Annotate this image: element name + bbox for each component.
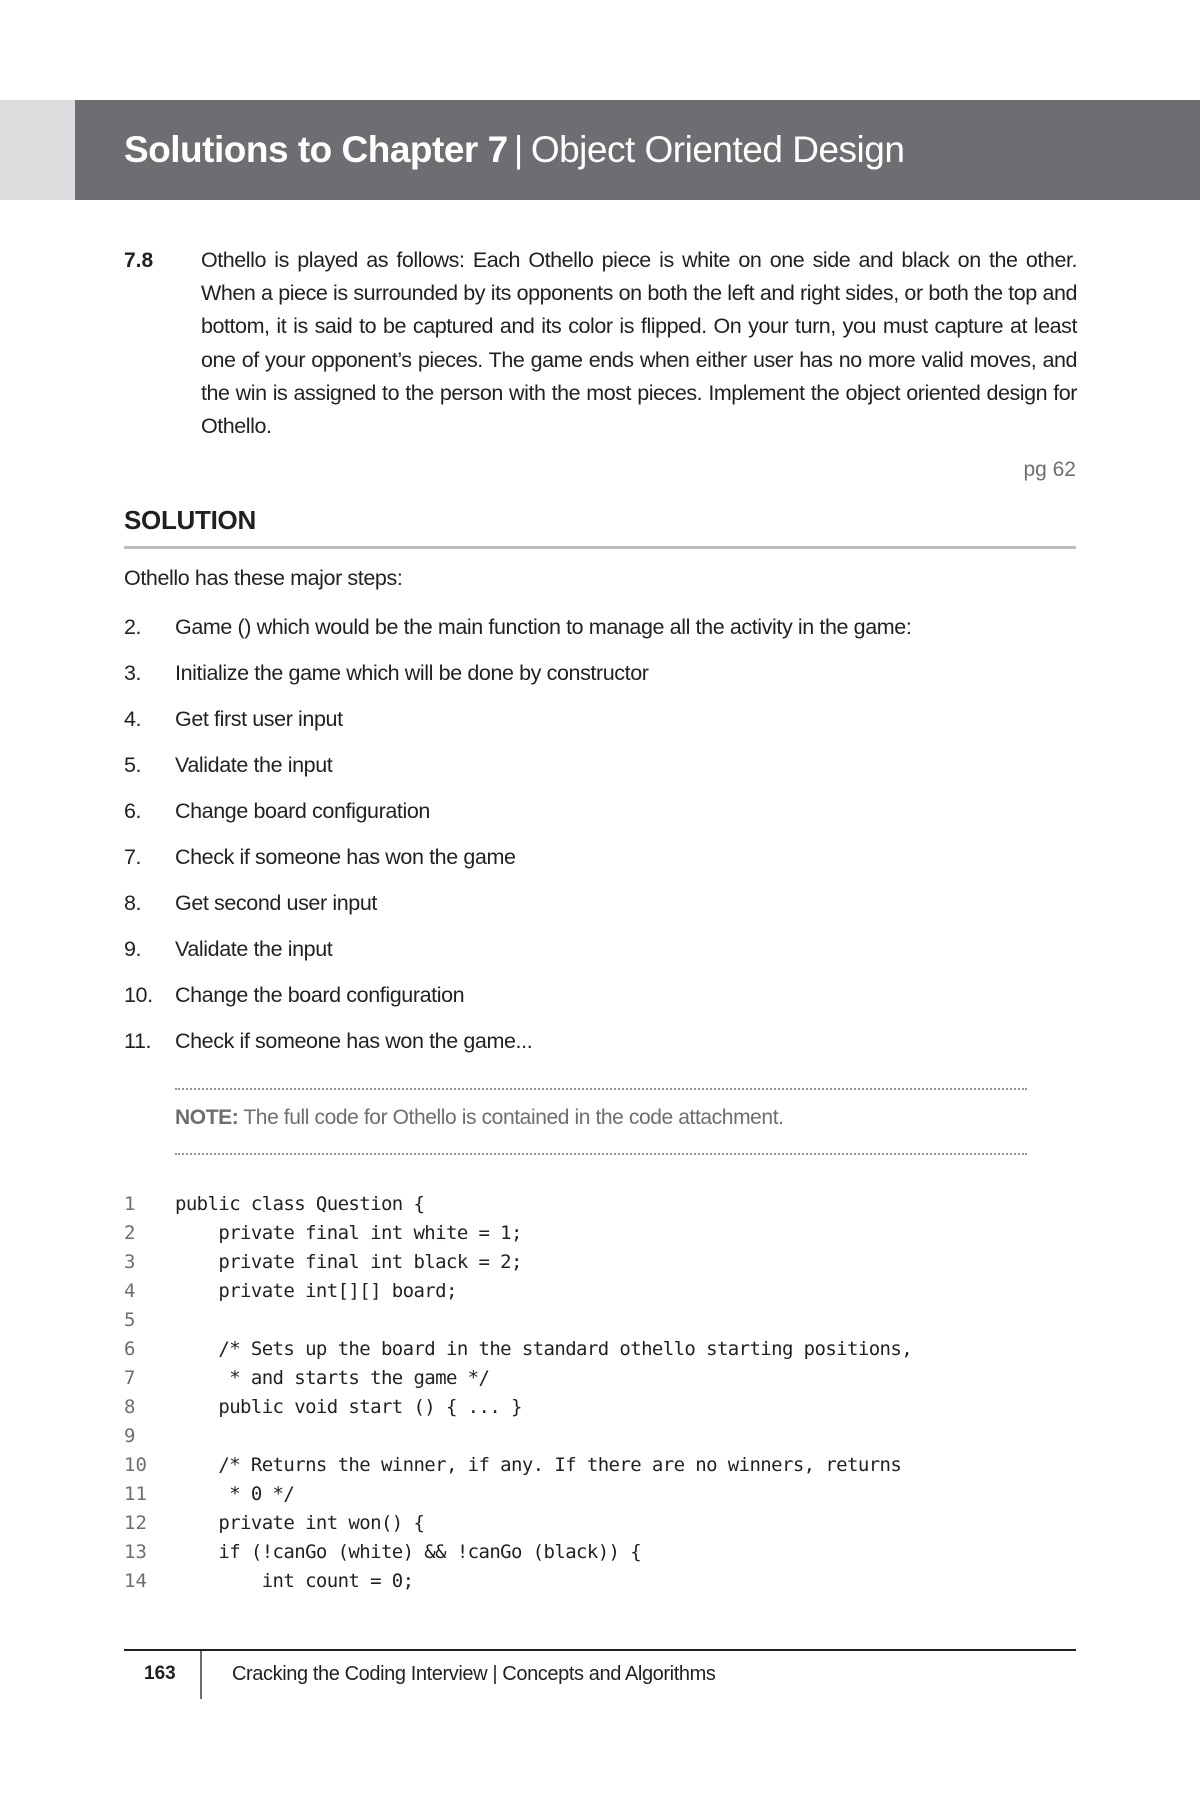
line-number: 10	[124, 1454, 147, 1476]
code-text: private final int black = 2;	[175, 1251, 522, 1273]
solution-intro: Othello has these major steps:	[124, 566, 403, 590]
step-text: Validate the input	[175, 937, 333, 961]
running-footer: Cracking the Coding Interview | Concepts and Algorithms	[232, 1663, 716, 1685]
header-tab-accent	[0, 100, 75, 200]
problem-number: 7.8	[124, 249, 154, 272]
step-text: Get first user input	[175, 707, 343, 731]
chapter-topic: Object Oriented Design	[530, 129, 905, 170]
chapter-title	[124, 100, 904, 200]
code-line	[124, 1480, 1084, 1509]
code-listing	[124, 1190, 1084, 1596]
code-text: * and starts the game */	[175, 1367, 490, 1389]
chapter-header	[0, 100, 1200, 200]
footer-rule	[124, 1649, 1076, 1651]
footer-divider	[200, 1651, 202, 1699]
solution-divider	[124, 546, 1076, 549]
list-item	[124, 842, 1076, 888]
step-number: 10.	[124, 983, 153, 1007]
code-line	[124, 1509, 1084, 1538]
page-number: 163	[144, 1663, 176, 1684]
line-number: 2	[124, 1222, 136, 1244]
code-text: public class Question {	[175, 1193, 425, 1215]
list-item	[124, 612, 1076, 658]
step-number: 7.	[124, 845, 142, 869]
note-bottom-rule	[175, 1153, 1027, 1155]
line-number: 11	[124, 1483, 147, 1505]
code-line	[124, 1248, 1084, 1277]
line-number: 7	[124, 1367, 136, 1389]
list-item	[124, 750, 1076, 796]
line-number: 6	[124, 1338, 136, 1360]
code-text: /* Sets up the board in the standard othello starting positions,	[175, 1338, 913, 1360]
list-item	[124, 1026, 1076, 1072]
line-number: 3	[124, 1251, 136, 1273]
solution-heading: SOLUTION	[124, 505, 256, 535]
code-line	[124, 1393, 1084, 1422]
line-number: 14	[124, 1570, 147, 1592]
line-number: 5	[124, 1309, 136, 1331]
code-text: if (!canGo (white) && !canGo (black)) {	[175, 1541, 642, 1563]
line-number: 9	[124, 1425, 136, 1447]
step-text: Validate the input	[175, 753, 333, 777]
step-text: Initialize the game which will be done by constructor	[175, 661, 649, 685]
line-number: 13	[124, 1541, 147, 1563]
list-item	[124, 658, 1076, 704]
step-number: 9.	[124, 937, 142, 961]
code-line	[124, 1451, 1084, 1480]
code-line	[124, 1567, 1084, 1596]
list-item	[124, 888, 1076, 934]
code-text: private int[][] board;	[175, 1280, 457, 1302]
note-text: The full code for Othello is contained in the code attachment.	[238, 1106, 784, 1129]
code-line	[124, 1190, 1084, 1219]
note-label: NOTE:	[175, 1106, 239, 1129]
code-text: * 0 */	[175, 1483, 295, 1505]
steps-list	[124, 612, 1076, 1072]
code-line	[124, 1364, 1084, 1393]
step-number: 11.	[124, 1029, 152, 1053]
code-text: private final int white = 1;	[175, 1222, 522, 1244]
code-line	[124, 1422, 1084, 1451]
note	[175, 1106, 784, 1130]
list-item	[124, 980, 1076, 1026]
line-number: 1	[124, 1193, 136, 1215]
list-item	[124, 796, 1076, 842]
code-line	[124, 1538, 1084, 1567]
list-item	[124, 704, 1076, 750]
step-text: Check if someone has won the game...	[175, 1029, 533, 1053]
note-top-rule	[175, 1088, 1027, 1090]
problem-text: Othello is played as follows: Each Othello piece is white on one side and black on the other. When a piece is surrounded by its opponents on both the left and right sides, or both the top and bottom, it is said to be captured and its color is flipped. On your turn, you must capture at least one of your opponent’s pieces. The game ends when either user has no more valid moves, and the win is assigned to the person with the most pieces. Implement the object oriented design for Othello.	[201, 248, 1077, 439]
chapter-label: Solutions to Chapter 7	[124, 129, 508, 170]
code-text: int count = 0;	[175, 1570, 414, 1592]
code-line	[124, 1306, 1084, 1335]
code-text: private int won() {	[175, 1512, 425, 1534]
step-number: 3.	[124, 661, 142, 685]
step-number: 2.	[124, 615, 142, 639]
code-text: /* Returns the winner, if any. If there are no winners, returns	[175, 1454, 902, 1476]
code-line	[124, 1277, 1084, 1306]
line-number: 4	[124, 1280, 136, 1302]
step-text: Change board configuration	[175, 799, 430, 823]
step-number: 5.	[124, 753, 142, 777]
code-line	[124, 1335, 1084, 1364]
step-text: Get second user input	[175, 891, 377, 915]
code-text: public void start () { ... }	[175, 1396, 522, 1418]
step-number: 8.	[124, 891, 142, 915]
step-text: Game () which would be the main function to manage all the activity in the game:	[175, 615, 912, 639]
step-number: 6.	[124, 799, 142, 823]
step-text: Check if someone has won the game	[175, 845, 516, 869]
line-number: 12	[124, 1512, 147, 1534]
line-number: 8	[124, 1396, 136, 1418]
title-separator: |	[513, 129, 523, 170]
step-text: Change the board configuration	[175, 983, 465, 1007]
page-reference: pg 62	[1023, 458, 1076, 481]
code-line	[124, 1219, 1084, 1248]
step-number: 4.	[124, 707, 142, 731]
list-item	[124, 934, 1076, 980]
